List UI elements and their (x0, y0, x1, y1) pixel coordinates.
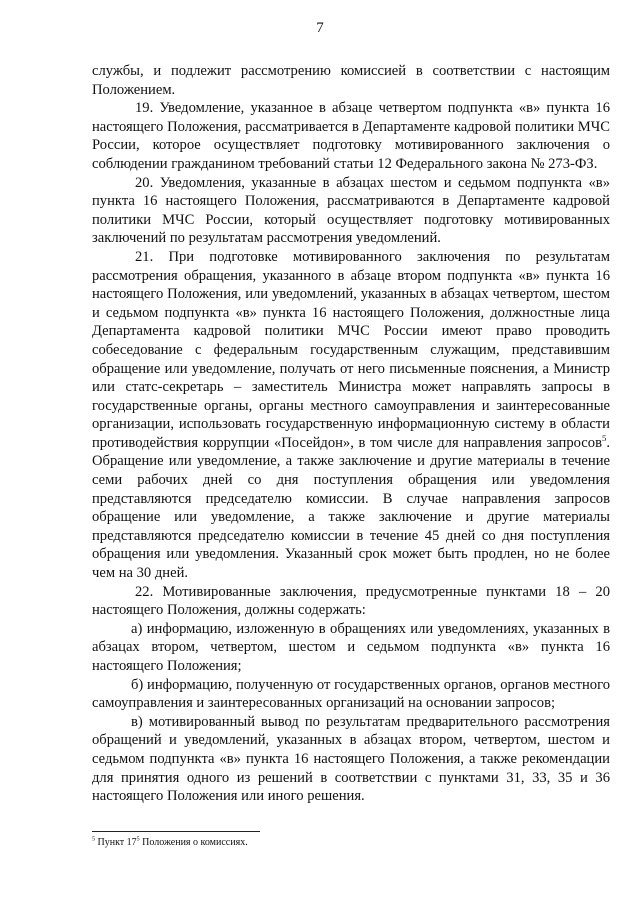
paragraph-19: 19. Уведомление, указанное в абзаце четвертом подпункта «в» пункта 16 настоящего Положения, рассматривается в Департаменте кадровой политики МЧС России, которое осуществляет подготовку мотивированного заключения о соблюдении гражданином требований статьи 12 Федерального закона № 273-ФЗ. (92, 100, 610, 172)
paragraph-continuation: службы, и подлежит рассмотрению комиссией в соответствии с настоящим Положением. (92, 63, 610, 98)
footnote-text: Пункт 17 (97, 837, 137, 848)
body-text (92, 62, 610, 806)
footnote-inner-sup: 5 (136, 836, 140, 843)
paragraph-21 (92, 248, 610, 583)
footnote-separator (92, 831, 260, 832)
paragraph-21-text: 21. При подготовке мотивированного заключения по результатам рассмотрения обращения, указанного в абзаце втором подпункта «в» пункта 16 настоящего Положения, или уведомлений, указанных в абзацах четвертом, шестом и седьмом подпункта «в» пункта 16 настоящего Положения, должностные лица Департамента кадровой политики МЧС России имеют право проводить собеседование с федеральным государственным служащим, представившим обращение или уведомление, получать от него письменные пояснения, а Министр или статс-секретарь – заместитель Министра может направлять запросы в государственные органы, органы местного самоуправления и заинтересованные организации, использовать государственную информационную систему в области противодействия коррупции «Посейдон», в том числе для направления запросов (92, 248, 610, 451)
paragraph-21-text-after: . Обращение или уведомление, а также заключение и другие материалы в течение семи рабочих дней со дня поступления обращения или уведомления представляются председателю комиссии. В случае направления запросов обращение или уведомление, а также заключение и другие материалы представляются председателю комиссии в течение 45 дней со дня поступления обращения или уведомления. Указанный срок может быть продлен, но не более чем на 30 дней. (92, 434, 610, 582)
list-item-b: б) информацию, полученную от государственных органов, органов местного самоуправления и заинтересованных организаций на основании запросов; (92, 676, 610, 712)
page-number: 7 (316, 20, 324, 36)
paragraph-22: 22. Мотивированные заключения, предусмотренные пунктами 18 – 20 настоящего Положения, должны содержать: (92, 583, 610, 619)
list-item-v: в) мотивированный вывод по результатам предварительного рассмотрения обращений и уведомлений, указанных в абзацах втором, четвертом, шестом и седьмом подпункта «в» пункта 16 настоящего Положения, а также рекомендации для принятия одного из решений в соответствии с пунктами 31, 33, 35 и 36 настоящего Положения или иного решения. (92, 713, 610, 805)
list-item-a: а) информацию, изложенную в обращениях или уведомлениях, указанных в абзацах втором, четвертом, шестом и седьмом подпункта «в» пункта 16 настоящего Положения; (92, 620, 610, 674)
footnote-text-after: Положения о комиссиях. (139, 837, 248, 848)
footnote-reference: 5 (601, 433, 607, 444)
footnote-mark: 5 (92, 836, 95, 843)
paragraph-20: 20. Уведомления, указанные в абзацах шестом и седьмом подпункта «в» пункта 16 настоящего Положения, рассматриваются в Департаменте кадровой политики МЧС России, который осуществляет подготовку мотивированных заключений по результатам рассмотрения уведомлений. (92, 174, 610, 247)
footnote (92, 836, 592, 849)
